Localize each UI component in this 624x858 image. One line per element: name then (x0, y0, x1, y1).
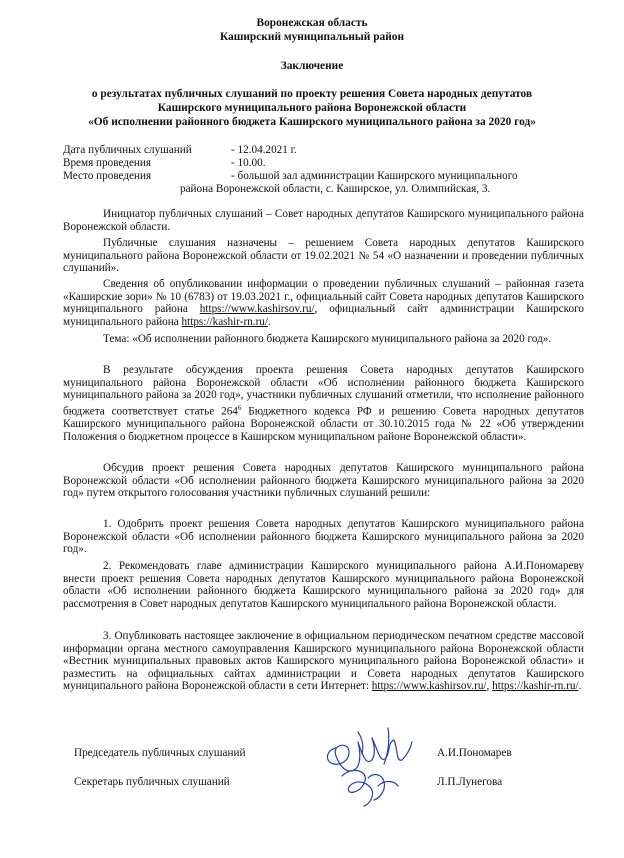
secretary-name: Л.П.Лунегова (437, 776, 503, 788)
discussion-text-post: Бюджетного кодекса РФ и решению Совета народных депутатов Каширского муниципального района Воронежской области от 30.10.2015 года № 22 «Об утверждении Положения о бюджетном процессе в Каширском муниципальном районе Воронежской области». (63, 405, 584, 443)
place-value-line-1: - большой зал администрации Каширского муниципального (231, 170, 518, 182)
time-value: - 10.00. (231, 157, 266, 169)
subject-line-2: Каширского муниципального района Воронежской области (157, 102, 467, 114)
item3-text: 3. Опубликовать настоящее заключение в официальном периодическом печатном средстве массовой информации органа местного самоуправления Каширского муниципального района Воронежской области «Вестник муниципальных правовых актов Каширского муниципального района Воронежской области» и разместить на официальных сайтах администрации и Совета народных депутатов Каширского муниципального района Воронежской области в сети Интернет: (63, 630, 584, 693)
item3-text-end: . (578, 680, 582, 693)
chair-name: А.И.Пономарев (437, 747, 512, 759)
paragraph-published (63, 278, 584, 328)
discussion-text: В результате обсуждения проекта решения Совета народных депутатов Каширского муниципального района Воронежской области «Об исполнении районного бюджета Каширского муниципального района за 2020 год», участники публичных слушаний отметили, что исполнение районного бюджета соответствует статье 264 (63, 364, 584, 418)
link-kashir-rn[interactable]: https://kashir-rn.ru/ (181, 315, 268, 328)
paragraph-initiator: Инициатор публичных слушаний – Совет народных депутатов Каширского муниципального района Воронежской области. (63, 208, 584, 233)
place-label: Место проведения (63, 170, 152, 182)
item3-separator: , (486, 680, 493, 693)
paragraph-decision-intro: Обсудив проект решения Совета народных депутатов Каширского муниципального района Воронежской области «Об исполнении районного бюджета Каширского муниципального района за 2020 год» путем открытого голосования участники публичных слушаний решили: (63, 462, 584, 500)
decision-item-2: 2. Рекомендовать главе администрации Каширского муниципального района А.И.Пономареву внести проект решения Совета народных депутатов Каширского муниципального района Воронежской области «Об исполнении районного бюджета Каширского муниципального района за 2020 год» для рассмотрения в Совет народных депутатов Каширского муниципального района Воронежской области. (63, 560, 584, 610)
date-value: - 12.04.2021 г. (231, 144, 297, 156)
article-superscript: 6 (237, 403, 242, 412)
header-region: Воронежская область (256, 17, 368, 29)
paragraph-discussion (63, 364, 584, 443)
link-kashirsov[interactable]: https://www.kashirsov.ru/ (199, 303, 315, 316)
document-title: Заключение (280, 60, 344, 72)
paragraph-topic: Тема: «Об исполнении районного бюджета Каширского муниципального района за 2020 год». (103, 333, 552, 345)
subject-line-3: «Об исполнении районного бюджета Каширского муниципального района за 2020 год» (88, 116, 536, 128)
paragraph-appointed: Публичные слушания назначены – решением Совета народных депутатов Каширского муниципального района Воронежской области от 19.02.2021 № 54 «О назначении и проведении публичных слушаний». (63, 237, 584, 275)
header-district: Каширский муниципальный район (219, 31, 405, 43)
published-text-mid: , официальный сайт администрации Каширского муниципального района (63, 303, 584, 328)
link-kashirsov-2[interactable]: https://www.kashirsov.ru/ (371, 680, 487, 693)
secretary-label: Секретарь публичных слушаний (74, 776, 230, 788)
place-value-line-2: района Воронежской области, с. Каширское, ул. Олимпийская, 3. (180, 183, 491, 195)
subject-line-1: о результатах публичных слушаний по проекту решения Совета народных депутатов (91, 88, 533, 100)
published-text-end: . (268, 315, 271, 328)
time-label: Время проведения (63, 157, 152, 169)
published-text: Сведения об опубликовании информации о проведении публичных слушаний – районная газета «Каширские зори» № 10 (6783) от 19.03.2021 г., официальный сайт Совета народных депутатов Каширского муниципального района (63, 278, 584, 316)
decision-item-1: 1. Одобрить проект решения Совета народных депутатов Каширского муниципального района Воронежской области «Об исполнении районного бюджета Каширского муниципального района за 2020 год». (63, 518, 584, 556)
handwritten-signature (318, 720, 418, 808)
decision-item-3 (63, 630, 584, 693)
date-label: Дата публичных слушаний (63, 144, 192, 156)
link-kashir-rn-2[interactable]: https://kashir-rn.ru/ (492, 680, 579, 693)
chair-label: Председатель публичных слушаний (74, 747, 246, 759)
